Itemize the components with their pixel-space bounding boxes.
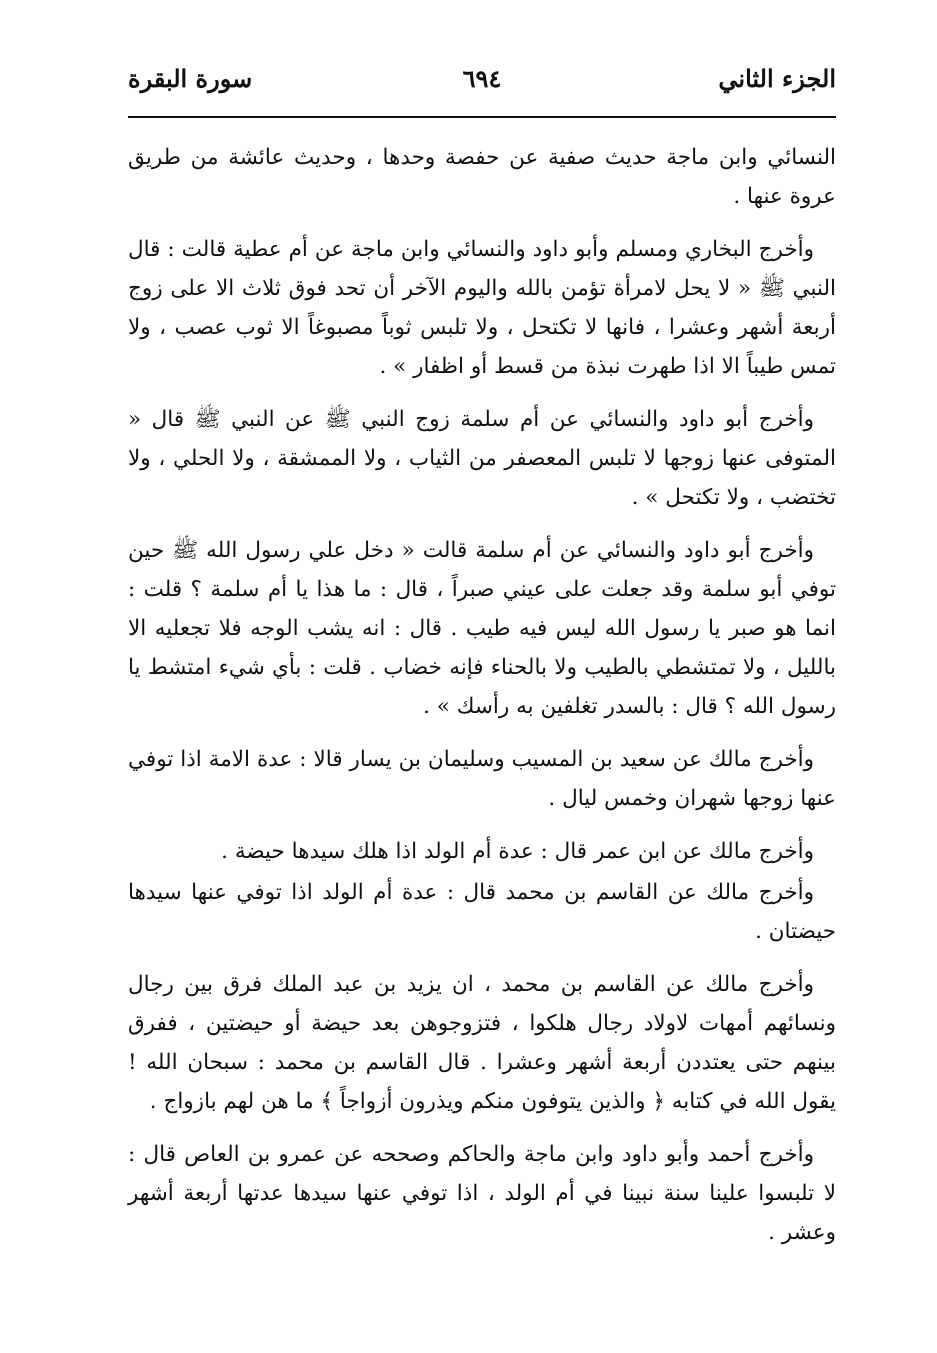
page-header bbox=[128, 58, 836, 98]
part-title: الجزء الثاني bbox=[718, 64, 836, 93]
paragraph-5: وأخرج مالك عن سعيد بن المسيب وسليمان بن يسار قالا : عدة الامة اذا توفي عنها زوجها شهران وخمس ليال . bbox=[128, 747, 836, 811]
paragraph-8: وأخرج مالك عن القاسم بن محمد ، ان يزيد بن عبد الملك فرق بين رجال ونسائهم أمهات لاولاد رجال هلكوا ، فتزوجوهن بعد حيضة أو حيضتين ، ففرق بينهم حتى يعتددن أربعة أشهر وعشرا . قال القاسم بن محمد : سبحان الله ! يقول الله في كتابه ﴿ والذين يتوفون منكم ويذرون أزواجاً ﴾ ما هن لهم بازواج . bbox=[128, 972, 836, 1114]
paragraph-3: وأخرج أبو داود والنسائي عن أم سلمة زوج النبي ﷺ عن النبي ﷺ قال « المتوفى عنها زوجها لا تلبس المعصفر من الثياب ، ولا الممشقة ، ولا الحلي ، ولا تختضب ، ولا تكتحل » . bbox=[128, 407, 836, 510]
paragraph-4: وأخرج أبو داود والنسائي عن أم سلمة قالت « دخل علي رسول الله ﷺ حين توفي أبو سلمة وقد جعلت على عيني صبراً ، قال : ما هذا يا أم سلمة ؟ قلت : انما هو صبر يا رسول الله ليس فيه طيب . قال : انه يشب الوجه فلا تجعليه الا بالليل ، ولا تمتشطي بالطيب ولا بالحناء فإنه خضاب . قلت : بأي شيء امتشط يا رسول الله ؟ قال : بالسدر تغلفين به رأسك » . bbox=[128, 538, 836, 719]
paragraph-1: النسائي وابن ماجة حديث صفية عن حفصة وحدها ، وحديث عائشة من طريق عروة عنها . bbox=[128, 145, 836, 209]
page-body bbox=[128, 138, 836, 1252]
paragraph-7: وأخرج مالك عن القاسم بن محمد قال : عدة أم الولد اذا توفي عنها سيدها حيضتان . bbox=[128, 880, 836, 944]
page-number: ٦٩٤ bbox=[462, 64, 502, 93]
paragraph-2: وأخرج البخاري ومسلم وأبو داود والنسائي وابن ماجة عن أم عطية قالت : قال النبي ﷺ « لا يحل لامرأة تؤمن بالله واليوم الآخر أن تحد فوق ثلاث الا على زوج أربعة أشهر وعشرا ، فانها لا تكتحل ، ولا تلبس ثوباً مصبوغاً الا ثوب عصب ، ولا تمس طيباً الا اذا طهرت نبذة من قسط أو اظفار » . bbox=[128, 237, 836, 379]
book-page bbox=[128, 58, 836, 1318]
paragraph-6: وأخرج مالك عن ابن عمر قال : عدة أم الولد اذا هلك سيدها حيضة . bbox=[221, 839, 814, 864]
header-rule bbox=[128, 116, 836, 118]
surah-title: سورة البقرة bbox=[128, 64, 253, 93]
paragraph-9: وأخرج أحمد وأبو داود وابن ماجة والحاكم وصححه عن عمرو بن العاص قال : لا تلبسوا علينا سنة نبينا في أم الولد ، اذا توفي عنها سيدها عدتها أربعة أشهر وعشر . bbox=[128, 1142, 836, 1245]
